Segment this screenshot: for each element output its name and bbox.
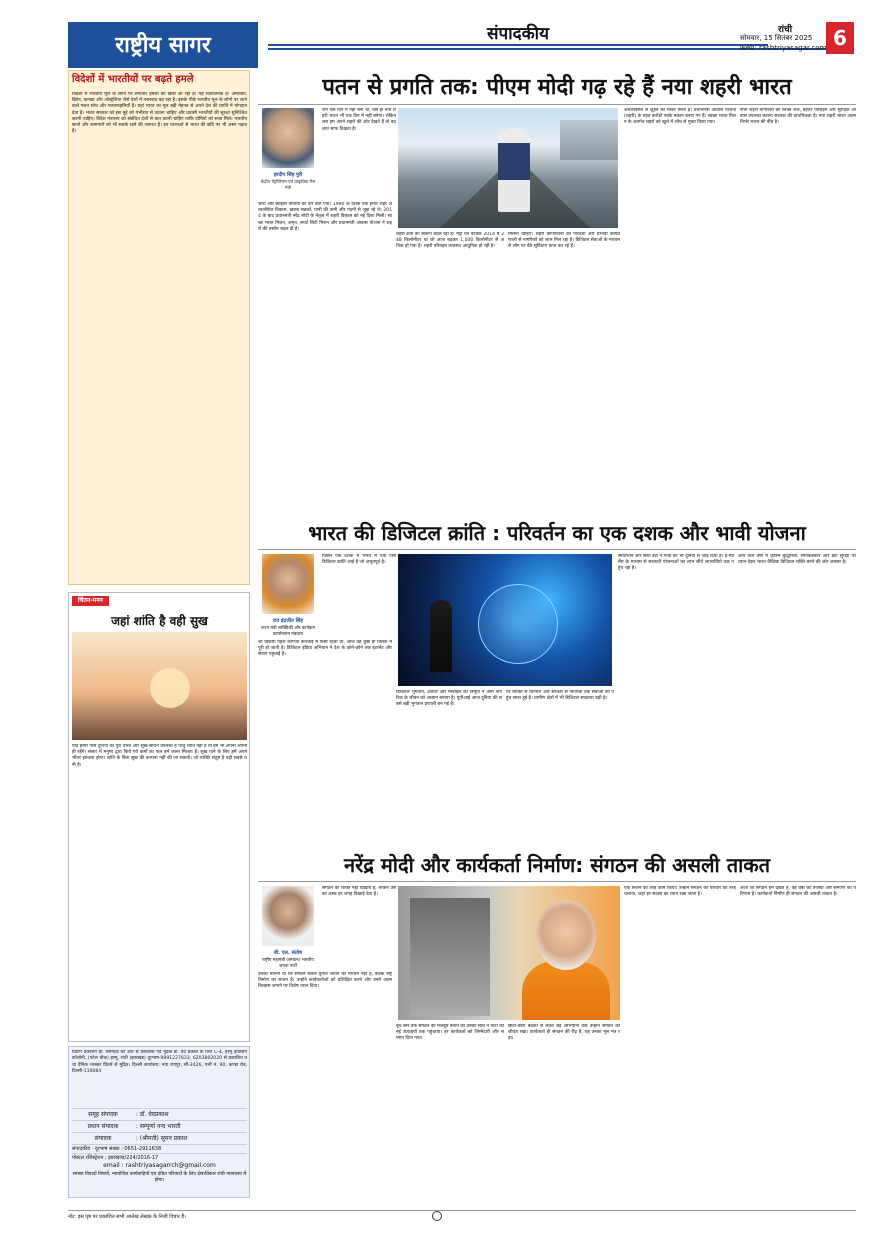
article2-divider bbox=[258, 549, 856, 550]
email-link[interactable]: email : rashtriyasagarrch@gmail.com bbox=[103, 1162, 216, 1169]
chintan-title: जहां शांति है वही सुख bbox=[111, 614, 208, 628]
article3-photo-archival bbox=[410, 898, 490, 1016]
article1-col-mid: शहरी क्षेत्रों का स्वरूप बदल रहा है। मेट्रो रेल नेटवर्क 2014 में 248 किलोमीटर था जो आज बढ़कर 1,000 किलोमीटर से अधिक हो गया है। शहरी परिवहन व्यवस्था आधुनिक हो रही है। bbox=[396, 232, 504, 250]
chief-editor-label: प्रधान संपादक bbox=[87, 1123, 119, 1130]
article1-col-left: जोरा और बोझिल नीतियों का दौर बीत गया। 1990 के दशक तक हमारे शहर अव्यवस्थित विकास, खराब सड़कों, पानी की कमी और गंदगी से जूझ रहे थे। 2014 के बाद प्रधानमंत्री नरेंद्र मोदी के नेतृत्व में शहरी विकास को नई दिशा मिली। स्वच्छ भारत मिशन, अमृत, स्मार्ट सिटी मिशन और प्रधानमंत्री आवास योजना ने शहरों की तस्वीर बदल दी है। bbox=[258, 202, 392, 232]
postal-label: पोस्टल रजिस्ट्रेशन bbox=[72, 1155, 104, 1161]
phone-row: संपादकीय · दूरभाष संख्या : 0651-2911638 bbox=[72, 1144, 247, 1153]
article1-col-right2: सभी शहरी नागरिकों को स्वच्छ जल, बेहतर परिवहन और सुरक्षित आवास उपलब्ध कराना सरकार की प्राथमिकता है। नया शहरी भारत आत्मनिर्भर भारत की नींव है। bbox=[740, 108, 856, 126]
article1-author-photo bbox=[262, 108, 314, 168]
footer-divider bbox=[68, 1210, 856, 1211]
article1-col0: रोम एक दिन में नहीं बना था, वैसे ही नया शहरी भारत भी एक दिन में नहीं बनेगा। लेकिन जब हम अपने शहरों की ओर देखते हैं तो बदलाव साफ दिखता है। bbox=[322, 108, 396, 132]
article2-col-mid2: पर व्यक्ति से व्यापारी और सरकार से नागरिक तक सेवाओं की पहुंच सरल हुई है। ग्रामीण क्षेत्रों में भी डिजिटल साक्षरता बढ़ी है। bbox=[506, 690, 614, 702]
article3-divider bbox=[258, 881, 856, 882]
article2-col-right1: स्मार्टफोन और सस्ते डेटा ने गांवों को भी दुनिया से जोड़ दिया है। ई-गवर्नेंस के माध्यम से सरकारी योजनाओं का लाभ सीधे लाभार्थियों तक पहुंच रहा है। bbox=[618, 554, 734, 572]
footer-note: नोट: इस पृष्ठ पर प्रकाशित सभी आलेख लेखक के निजी विचार हैं। bbox=[68, 1214, 186, 1220]
chintan-body: यदि हमारे पास दुनिया का पूरा वैभव और सुख-साधन उपलब्ध हैं परंतु शांति नहीं है तो हम भी अपना अपनी ही रहेंगे। संसार में मनुष्य द्वारा किये गये कर्मों का फल हमें जरूर मिलता है। सुख पाने के लिए हमें अपने भीतर झांकना होगा। शांति के बिना सुख की कल्पना नहीं की जा सकती। जो व्यक्ति संतुष्ट है वही सबसे धनी है। bbox=[72, 744, 247, 768]
article3-col-mid: बूथ स्तर तक संगठन को मजबूत बनाने की उनकी सोच ने पार्टी को नई ऊंचाइयों तक पहुंचाया। हर कार्यकर्ता को जिम्मेदारी और सम्मान दिया गया। bbox=[396, 1024, 504, 1042]
group-editor-name: डॉ. वेदप्रकाश bbox=[139, 1111, 169, 1118]
chief-editor-name: सम्पूर्णा नन्द भारती bbox=[139, 1123, 181, 1130]
chintan-badge: चिंतन-मनन bbox=[72, 596, 109, 606]
article3-headline: नरेंद्र मोदी और कार्यकर्ता निर्माण: संगठन की असली ताकत bbox=[343, 853, 771, 877]
article2-author-name: राव इंद्रजीत सिंह bbox=[273, 618, 303, 624]
phone-number: 0651-2911638 bbox=[124, 1146, 162, 1152]
phone-label: दूरभाष संख्या bbox=[95, 1146, 120, 1152]
group-editor-row: समूह संपादक : डॉ. वेदप्रकाश bbox=[72, 1108, 247, 1120]
article1-headline: पतन से प्रगति तक: पीएम मोदी गढ़ रहे हैं नया शहरी भारत bbox=[322, 75, 792, 100]
sun-shape bbox=[150, 668, 190, 708]
article2-author-role: राज्य मंत्री सांख्यिकी और कार्यक्रम कार्यान्वयन मंत्रालय bbox=[261, 626, 315, 637]
article2-col0: पिछले एक दशक में भारत में एक ऐसी डिजिटल क्रांति आई है जो अभूतपूर्व है। bbox=[322, 554, 396, 566]
masthead: राष्ट्रीय सागर bbox=[68, 22, 258, 68]
left-column-body: विदेशों में भारतीय मूल के लोगों पर लगातार हमलों की खबरें आ रही हैं। यह चिंताजनक है। अमेरिका, ब्रिटेन, कनाडा और ऑस्ट्रेलिया जैसे देशों में नस्लवाद बढ़ रहा है। इसके पीछे भारतीय मूल के लोगों पर जाने वाले गलत सोच और गलतफहमियाँ हैं। यहां भारत का मूल बड़ी मेहनत से अपने देश की प्रगति में योगदान देता है। भारत सरकार को इस मुद्दे को गंभीरता से उठाना चाहिए और प्रवासी भारतीयों की सुरक्षा सुनिश्चित करनी चाहिए। विदेश मंत्रालय को संबंधित देशों से बात करनी चाहिए ताकि दोषियों को सजा मिले। भारतीय छात्रों और कामगारों को भी सतर्क रहने की जरूरत है। इन घटनाओं से भारत की छवि पर भी असर पड़ता है। bbox=[72, 92, 247, 135]
article3-photo-face bbox=[536, 900, 596, 970]
postal-row: पोस्टल रजिस्ट्रेशन : झारखण्ड/224/2016-17 bbox=[72, 1153, 247, 1162]
chief-editor-row: प्रधान संपादक : सम्पूर्णा नन्द भारती bbox=[72, 1120, 247, 1132]
article1-author-name: हरदीप सिंह पुरी bbox=[273, 172, 303, 178]
dateline-city: रांची bbox=[778, 25, 793, 35]
article3-photo-vest bbox=[522, 962, 610, 1020]
website-link[interactable]: web: rashtriyasagar.com bbox=[740, 44, 827, 52]
article3-author-role: राष्ट्रीय महामंत्री (संगठन) भारतीय जनता पार्टी bbox=[262, 958, 314, 969]
editor-row: संपादक : (श्रीमती) सुमन प्रकाश bbox=[72, 1132, 247, 1144]
article2-photo-globe bbox=[478, 584, 558, 664]
article1-photo-flyover bbox=[560, 120, 618, 160]
article1-col-mid2: मिलना चाहिए। शहरी कॉर्पोरेशनों की पारदर्शी और प्रभावी कार्यप्रणाली से नागरिकों को लाभ मिल रहा है। डिजिटल सेवाओं के माध्यम से लोग घर बैठे सुविधाएं प्राप्त कर रहे हैं। bbox=[508, 232, 620, 250]
left-column-headline: विदेशों में भारतीयों पर बढ़ते हमले bbox=[72, 74, 194, 85]
article3-col-right2: आज जो संगठन हम देखते हैं, वह वर्षों की तपस्या और समर्पण का परिणाम है। कार्यकर्ता निर्माण ही संगठन की असली ताकत है। bbox=[740, 886, 856, 898]
section-title: संपादकीय bbox=[268, 22, 768, 46]
article2-author-photo bbox=[262, 554, 314, 614]
editor-label: संपादक bbox=[94, 1135, 112, 1142]
dateline-date: सोमवार, 15 सितंबर 2025 bbox=[740, 34, 813, 42]
jurisdiction-notice: समस्त विवादों विषयों, न्यायोचित कार्यवाहियों एवं दंडित परिवादों के लिए क्षेत्राधिकार रांची न्यायालय में होगा। bbox=[72, 1172, 247, 1184]
postal-number: झारखण्ड/224/2016-17 bbox=[108, 1155, 159, 1161]
article1-col-right1: अर्थव्यवस्था से जुड़ने का मौका मिला है। प्रधानमंत्री आवास योजना (शहरी) के तहत करोड़ों पक्के मकान बनाए गए हैं। स्वच्छ भारत मिशन के अंतर्गत शहरों को खुले में शौच से मुक्त किया गया। bbox=[624, 108, 736, 126]
article3-col-mid2: छोटी-छोटी बैठकों से लेकर बड़े अभियानों तक उन्होंने संगठन को जीवंत रखा। कार्यकर्ता ही संगठन की रीढ़ हैं, यह उनका मूल मंत्र रहा। bbox=[508, 1024, 620, 1042]
article2-col-left: जो प्रक्रिया पहले कागजी कार्रवाई में फंसी रहती थी, आज वह कुछ ही क्लिक में पूरी हो जाती है। डिजिटल इंडिया अभियान ने देश के कोने-कोने तक इंटरनेट और सेवाएं पहुंचाई हैं। bbox=[258, 640, 392, 658]
article3-author-name: बी. एल. संतोष bbox=[273, 950, 302, 956]
article3-col-right1: एक मिशन की तरह काम किया। उन्होंने संगठन को परिवार की तरह चलाया, जहां हर सदस्य का ध्यान रखा जाता है। bbox=[624, 886, 736, 898]
contact-heading: संपादकीय bbox=[72, 1146, 91, 1152]
article3-col-left: उनका मानना था कि संगठन केवल चुनाव जीतने का माध्यम नहीं है, बल्कि राष्ट्र निर्माण का साधन है। उन्होंने कार्यकर्ताओं को प्रशिक्षित करने और उनमें आत्मविश्वास जगाने पर विशेष ध्यान दिया। bbox=[258, 972, 392, 990]
article1-photo-figure bbox=[498, 128, 530, 212]
article2-photo-person bbox=[430, 600, 452, 672]
article2-col-mid: डिजिटल भुगतान, आधार और मोबाइल की त्रिमूर्ति ने आम नागरिक के जीवन को आसान बनाया है। यूपीआई आज दुनिया की सबसे बड़ी भुगतान प्रणाली बन गई है। bbox=[396, 690, 502, 708]
article3-col0: संगठन की शक्ति नहीं दिखती है, लेकिन उसका असर हर जगह दिखाई देता है। bbox=[322, 886, 396, 898]
article1-author-role: केंद्रीय पेट्रोलियम एवं प्राकृतिक गैस मंत्री bbox=[260, 180, 316, 191]
page-number: 6 bbox=[826, 22, 854, 54]
group-editor-label: समूह संपादक bbox=[88, 1111, 118, 1118]
article2-col-right2: आने वाले वर्षों में कृत्रिम बुद्धिमत्ता, सेमीकंडक्टर और डेटा सुरक्षा पर ध्यान देकर भारत वैश्विक डिजिटल शक्ति बनने की ओर अग्रसर है। bbox=[738, 554, 856, 566]
article1-divider bbox=[258, 104, 856, 105]
imprint-text: प्रिंटिंग प्रकाशन प्रा. लिमिटेड की ओर से प्रकाशक एवं मुद्रक डॉ. वेद प्रकाश के लिए C-4, हरमू हाउसिंग कॉलोनी, (पटेल चौक) हरमू, रांची (झारखंड) दूरभाष-9891227633, 6203802020 से प्रकाशित तथा दैनिक भास्कर प्रिंटर्स से मुद्रित। दिल्ली कार्यालय: नया रायपुर, सी-3426, गली नं. 90, कण्डा रोड, दिल्ली-110084 bbox=[72, 1050, 247, 1075]
article3-author-photo bbox=[262, 886, 314, 946]
article2-headline: भारत की डिजिटल क्रांति : परिवर्तन का एक दशक और भावी योजना bbox=[308, 521, 806, 545]
registration-mark-icon bbox=[432, 1211, 442, 1221]
editor-name: (श्रीमती) सुमन प्रकाश bbox=[139, 1135, 188, 1142]
